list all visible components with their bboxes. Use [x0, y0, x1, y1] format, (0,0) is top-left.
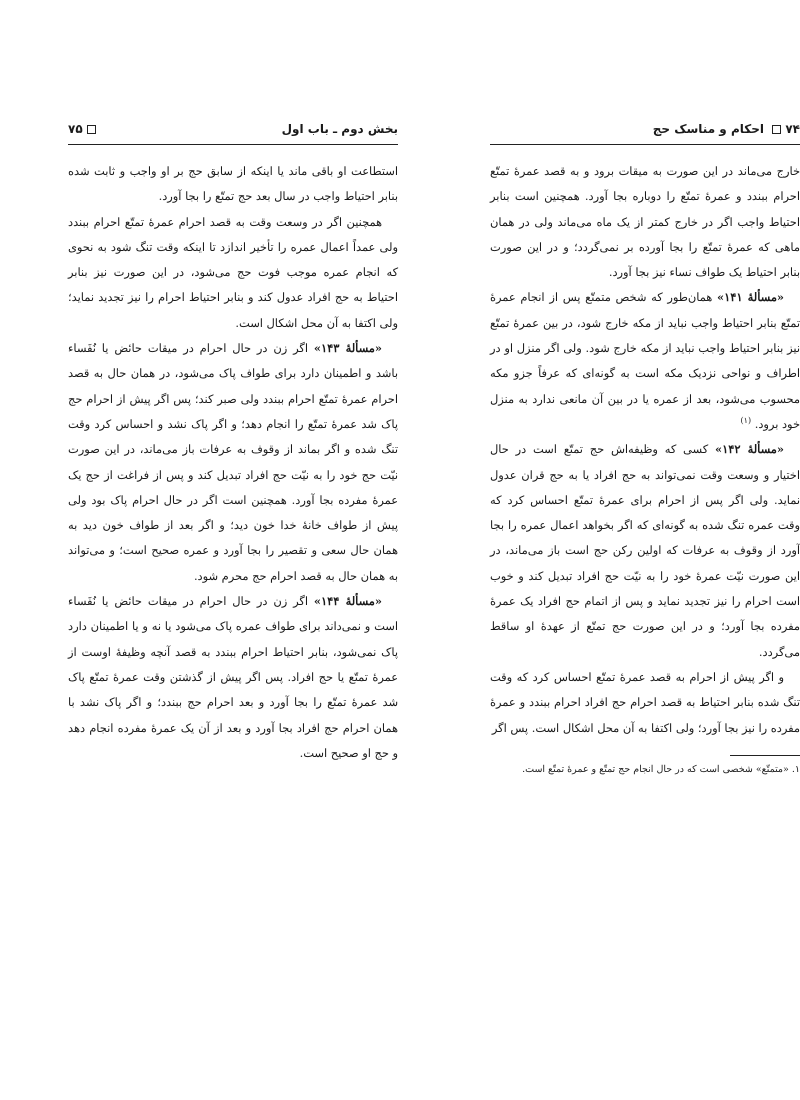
issue-paragraph [68, 589, 398, 766]
issue-label: «مسألهٔ ۱۴۱» [717, 290, 785, 305]
issue-label: «مسألهٔ ۱۴۳» [313, 341, 383, 356]
paragraph-text: همان‌طور که شخص متمتّع پس از انجام عمرهٔ تمتّع بنابر احتیاط واجب نباید از مکه خارج شود، در بین عمرهٔ تمتّع نیز بنابر احتیاط واجب نباید از مکه خارج شود. ولی اگر منزل او در اطراف و نواحی نزدیک مکه است به گونه‌ای که عرفاً جزو مکه محسوب می‌شود، بعد از عمره یا در بین آن مانعی ندارد به منزل خود برود. [490, 290, 800, 431]
right-page [490, 118, 800, 778]
issue-label: «مسألهٔ ۱۴۲» [714, 442, 785, 457]
page-number: ۷۵ [68, 122, 83, 136]
footnote-marker: (۱) [740, 416, 752, 426]
page-body [490, 159, 800, 741]
paragraph: استطاعت او باقی ماند یا اینکه از سابق حج بر او واجب و ثابت شده بنابر احتیاط واجب در سال بعد حج تمتّع را بجا آورد. [68, 164, 398, 204]
paragraph-text: اگر زن در حال احرام در میقات حائض یا نُفَساء باشد و اطمینان دارد برای طواف پاک می‌شود، در همان حال به قصد احرام عمرهٔ تمتّع احرام ببندد ولی صبر کند؛ پس اگر پیش از احرام حج پاک شد عمرهٔ تمتّع را انجام دهد؛ و اگر پاک نشد و احساس کرد وقت تنگ شده و اگر بماند از وقوف به عرفات باز می‌ماند، در این صورت نیّت حج خود را به نیّت حج افراد تبدیل کند و پس از فراغت از حج یک عمرهٔ مفرده بجا آورد. همچنین است اگر در حال احرام پاک بود ولی پیش از طواف خانهٔ خدا خون دید؛ و اگر بعد از طواف خون دید به همان حال سعی و تقصیر را بجا آورد و عمره صحیح است؛ و می‌تواند به همان حال به قصد احرام حج محرم شود. [68, 341, 398, 583]
issue-paragraph [68, 336, 398, 589]
page-number-group [68, 122, 96, 136]
paragraph-text: کسی که وظیفه‌اش حج تمتّع است در حال اختیار و وسعت وقت نمی‌تواند به حج افراد یا به حج قران عدول نماید. ولی اگر پس از احرام برای عمرهٔ تمتّع احساس کرد که وقت عمره تنگ شده به گونه‌ای که اگر بخواهد اعمال عمره را بجا آورد از وقوف به عرفات که اولین رکن حج است باز می‌ماند، در این صورت نیّت عمرهٔ خود را به نیّت حج افراد تبدیل کند و خوب است احرام را نیز تجدید نماید و پس از اتمام حج افراد یک عمرهٔ مفرده بجا آورد؛ و در این صورت حج تمتّع از عهدهٔ او ساقط می‌گردد. [490, 442, 800, 659]
left-page [68, 118, 398, 766]
square-bullet-icon [87, 125, 96, 134]
page-header [68, 118, 398, 145]
paragraph: همچنین اگر در وسعت وقت به قصد احرام عمرهٔ تمتّع احرام ببندد ولی عمداً اعمال عمره را تأخیر اندازد تا اینکه وقت تنگ شود به نحوی که انجام عمره موجب فوت حج می‌شود، در این صورت نیز بنابر احتیاط به حج افراد عدول کند و بنابر احتیاط احرام را نیز تجدید نماید؛ ولی اکتفا به آن محل اشکال است. [68, 214, 398, 330]
paragraph: و اگر پیش از احرام به قصد عمرهٔ تمتّع احساس کرد که وقت تنگ شده بنابر احتیاط به قصد احرام حج افراد احرام ببندد و عمرهٔ مفرده را نیز بجا آورد؛ ولی اکتفا به آن محل اشکال است. پس اگر [490, 669, 800, 735]
page-header [490, 118, 800, 145]
page-number-group [772, 122, 800, 136]
page-body [68, 159, 398, 766]
footnote: ۱. «متمتّع» شخصی است که در حال انجام حج تمتّع و عمرهٔ تمتّع است. [522, 763, 800, 775]
paragraph-text: اگر زن در حال احرام در میقات حائض یا نُفَساء است و نمی‌داند برای طواف عمره پاک می‌شود یا نه و یا اطمینان دارد پاک نمی‌شود، بنابر احتیاط احرام ببندد به قصد آنچه وظیفهٔ اوست از عمرهٔ تمتّع یا حج افراد. پس اگر پیش از گذشتن وقت عمرهٔ تمتّع پاک شد عمرهٔ تمتّع را بجا آورد و بعد احرام حج ببندد؛ و اگر پاک نشد با همان احرام حج افراد بجا آورد و بعد از آن یک عمرهٔ مفرده انجام دهد و حج او صحیح است. [68, 594, 398, 760]
page-number: ۷۴ [785, 122, 800, 136]
issue-paragraph [490, 437, 800, 665]
issue-paragraph [490, 285, 800, 437]
paragraph: خارج می‌ماند در این صورت به میقات برود و به قصد عمرهٔ تمتّع احرام ببندد و عمرهٔ تمتّع را دوباره بجا آورد. همچنین است بنابر احتیاط واجب اگر در خارج کمتر از یک ماه می‌ماند ولی در همان ماهی که عمرهٔ تمتّع را بجا آورده بر نمی‌گردد؛ و در این صورت بنابر احتیاط یک طواف نساء نیز بجا آورد. [490, 164, 800, 280]
running-title: احکام و مناسک حج [652, 122, 764, 136]
issue-label: «مسألهٔ ۱۴۴» [313, 594, 383, 609]
square-bullet-icon [772, 125, 781, 134]
running-title: بخش دوم ـ باب اول [281, 122, 398, 136]
footnote-divider [730, 755, 800, 756]
